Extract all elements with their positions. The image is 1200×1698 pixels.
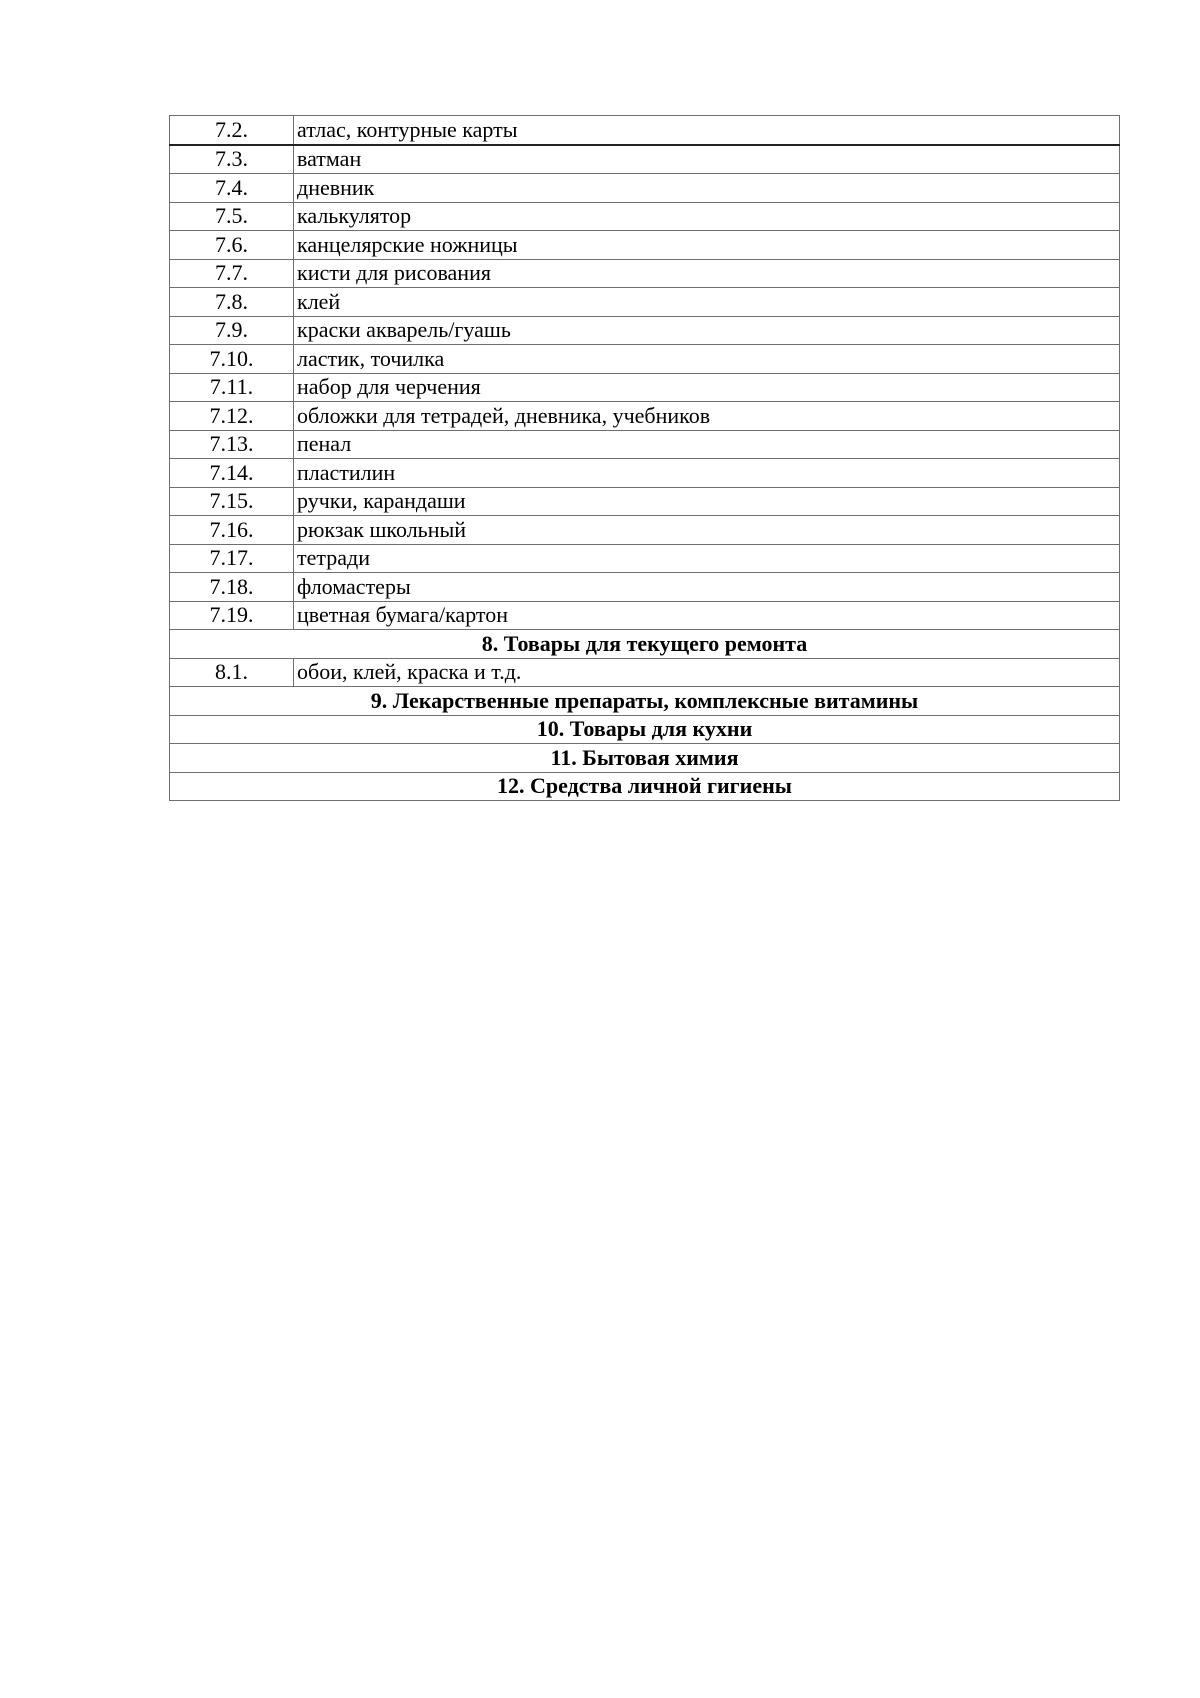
item-text: кисти для рисования [294,259,1120,288]
item-text: пенал [294,430,1120,459]
item-text: атлас, контурные карты [294,116,1120,145]
table-row [170,174,1120,203]
item-text: рюкзак школьный [294,516,1120,545]
table-row [170,516,1120,545]
item-number: 8.1. [170,658,294,687]
section-title: 8. Товары для текущего ремонта [170,630,1120,659]
table-row [170,345,1120,374]
item-number: 7.7. [170,259,294,288]
item-text: калькулятор [294,202,1120,231]
table-row [170,373,1120,402]
section-title: 9. Лекарственные препараты, комплексные витамины [170,687,1120,716]
item-text: клей [294,288,1120,317]
items-table-body [170,116,1120,801]
table-row [170,145,1120,174]
table-row [170,231,1120,260]
item-number: 7.14. [170,459,294,488]
table-row [170,544,1120,573]
item-number: 7.19. [170,601,294,630]
item-text: обложки для тетрадей, дневника, учебников [294,402,1120,431]
item-number: 7.18. [170,573,294,602]
section-title: 12. Средства личной гигиены [170,772,1120,801]
table-row [170,202,1120,231]
table-row [170,459,1120,488]
table-row [170,316,1120,345]
section-header-row [170,715,1120,744]
item-text: ластик, точилка [294,345,1120,374]
section-header-row [170,687,1120,716]
item-text: цветная бумага/картон [294,601,1120,630]
table-row [170,573,1120,602]
item-number: 7.15. [170,487,294,516]
item-number: 7.12. [170,402,294,431]
section-title: 11. Бытовая химия [170,744,1120,773]
section-title: 10. Товары для кухни [170,715,1120,744]
item-number: 7.13. [170,430,294,459]
item-number: 7.8. [170,288,294,317]
item-text: тетради [294,544,1120,573]
item-number: 7.10. [170,345,294,374]
table-row [170,487,1120,516]
table-row [170,601,1120,630]
table-row [170,430,1120,459]
item-number: 7.16. [170,516,294,545]
item-text: дневник [294,174,1120,203]
table-row [170,259,1120,288]
item-text: канцелярские ножницы [294,231,1120,260]
section-header-row [170,744,1120,773]
item-text: набор для черчения [294,373,1120,402]
item-text: обои, клей, краска и т.д. [294,658,1120,687]
table-row [170,288,1120,317]
item-text: краски акварель/гуашь [294,316,1120,345]
item-text: пластилин [294,459,1120,488]
section-header-row [170,630,1120,659]
item-text: ватман [294,145,1120,174]
table-row [170,658,1120,687]
item-number: 7.17. [170,544,294,573]
item-number: 7.6. [170,231,294,260]
item-number: 7.2. [170,116,294,145]
items-table [169,115,1120,801]
item-number: 7.11. [170,373,294,402]
item-number: 7.3. [170,145,294,174]
section-header-row [170,772,1120,801]
item-number: 7.5. [170,202,294,231]
item-text: фломастеры [294,573,1120,602]
item-text: ручки, карандаши [294,487,1120,516]
item-number: 7.9. [170,316,294,345]
table-row [170,116,1120,145]
table-row [170,402,1120,431]
item-number: 7.4. [170,174,294,203]
